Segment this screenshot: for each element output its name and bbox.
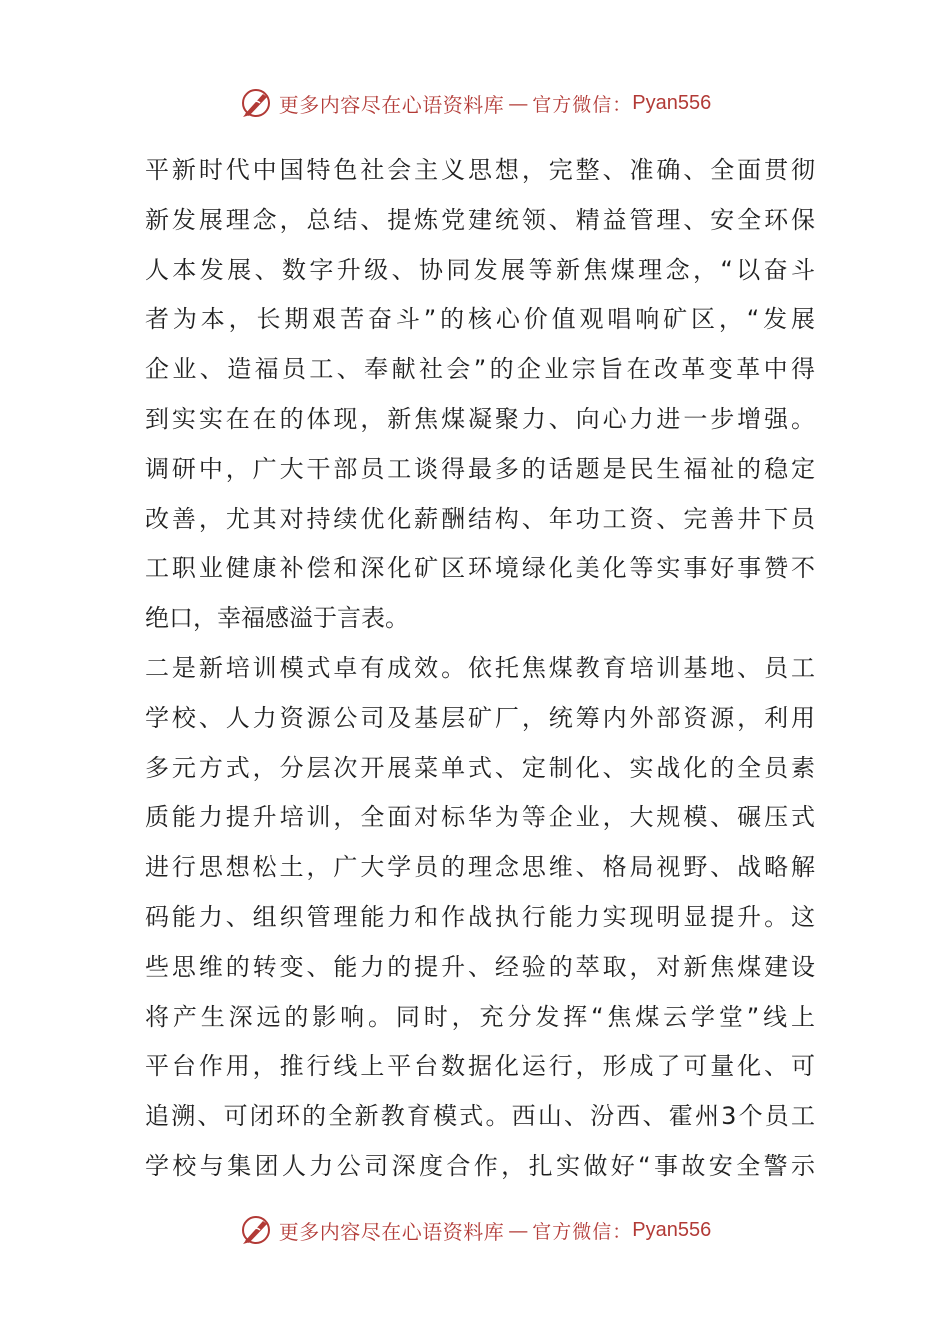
- banner-official-label: 官方微信：: [532, 93, 633, 116]
- body-line: 学校、人力资源公司及基层矿厂，统筹内外部资源，利用: [145, 703, 815, 732]
- document-body: [145, 146, 815, 1192]
- body-line: 改善，尤其对持续优化薪酬结构、年功工资、完善井下员: [145, 504, 815, 533]
- body-line: 到实实在在的体现，新焦煤凝聚力、向心力进一步增强。: [145, 404, 815, 433]
- header-banner: [0, 83, 950, 123]
- body-line: 将产生深远的影响。同时，充分发挥“焦煤云学堂”线上: [145, 1002, 815, 1031]
- body-line: 进行思想松土，广大学员的理念思维、格局视野、战略解: [145, 853, 815, 882]
- banner-brand-text: 更多内容尽在心语资料库: [278, 92, 505, 117]
- body-line: 人本发展、数字升级、协同发展等新焦煤理念，“以奋斗: [145, 255, 815, 284]
- banner-separator: —: [508, 91, 529, 115]
- banner-brand-text: 更多内容尽在心语资料库: [278, 1219, 505, 1244]
- banner-separator: —: [508, 1218, 529, 1242]
- body-line: 绝口，幸福感溢于言表。: [145, 604, 409, 633]
- pen-logo-icon: [239, 1213, 273, 1247]
- body-line: 新发展理念，总结、提炼党建统领、精益管理、安全环保: [145, 205, 815, 234]
- body-line: 学校与集团人力公司深度合作，扎实做好“事故安全警示: [145, 1151, 815, 1180]
- banner-official-label: 官方微信：: [532, 1220, 633, 1243]
- body-line: 工职业健康补偿和深化矿区环境绿化美化等实事好事赞不: [145, 554, 815, 583]
- body-line: 码能力、组织管理能力和作战执行能力实现明显提升。这: [145, 902, 815, 931]
- body-line: 二是新培训模式卓有成效。依托焦煤教育培训基地、员工: [145, 653, 815, 682]
- banner-wechat-handle: Pyan556: [632, 1218, 712, 1241]
- body-line: 质能力提升培训，全面对标华为等企业，大规模、碾压式: [145, 803, 815, 832]
- body-line: 追溯、可闭环的全新教育模式。西山、汾西、霍州3个员工: [145, 1102, 815, 1131]
- body-line: 多元方式，分层次开展菜单式、定制化、实战化的全员素: [145, 753, 815, 782]
- body-line: 企业、造福员工、奉献社会”的企业宗旨在改革变革中得: [145, 355, 815, 384]
- footer-banner: [0, 1210, 950, 1250]
- body-line: 平台作用，推行线上平台数据化运行，形成了可量化、可: [145, 1052, 815, 1081]
- body-line: 者为本，长期艰苦奋斗”的核心价值观唱响矿区，“发展: [145, 305, 815, 334]
- body-line: 些思维的转变、能力的提升、经验的萃取，对新焦煤建设: [145, 952, 815, 981]
- pen-logo-icon: [239, 86, 273, 120]
- body-line: 平新时代中国特色社会主义思想，完整、准确、全面贯彻: [145, 156, 815, 184]
- body-line: 调研中，广大干部员工谈得最多的话题是民生福祉的稳定: [145, 454, 815, 483]
- banner-wechat-handle: Pyan556: [632, 91, 712, 114]
